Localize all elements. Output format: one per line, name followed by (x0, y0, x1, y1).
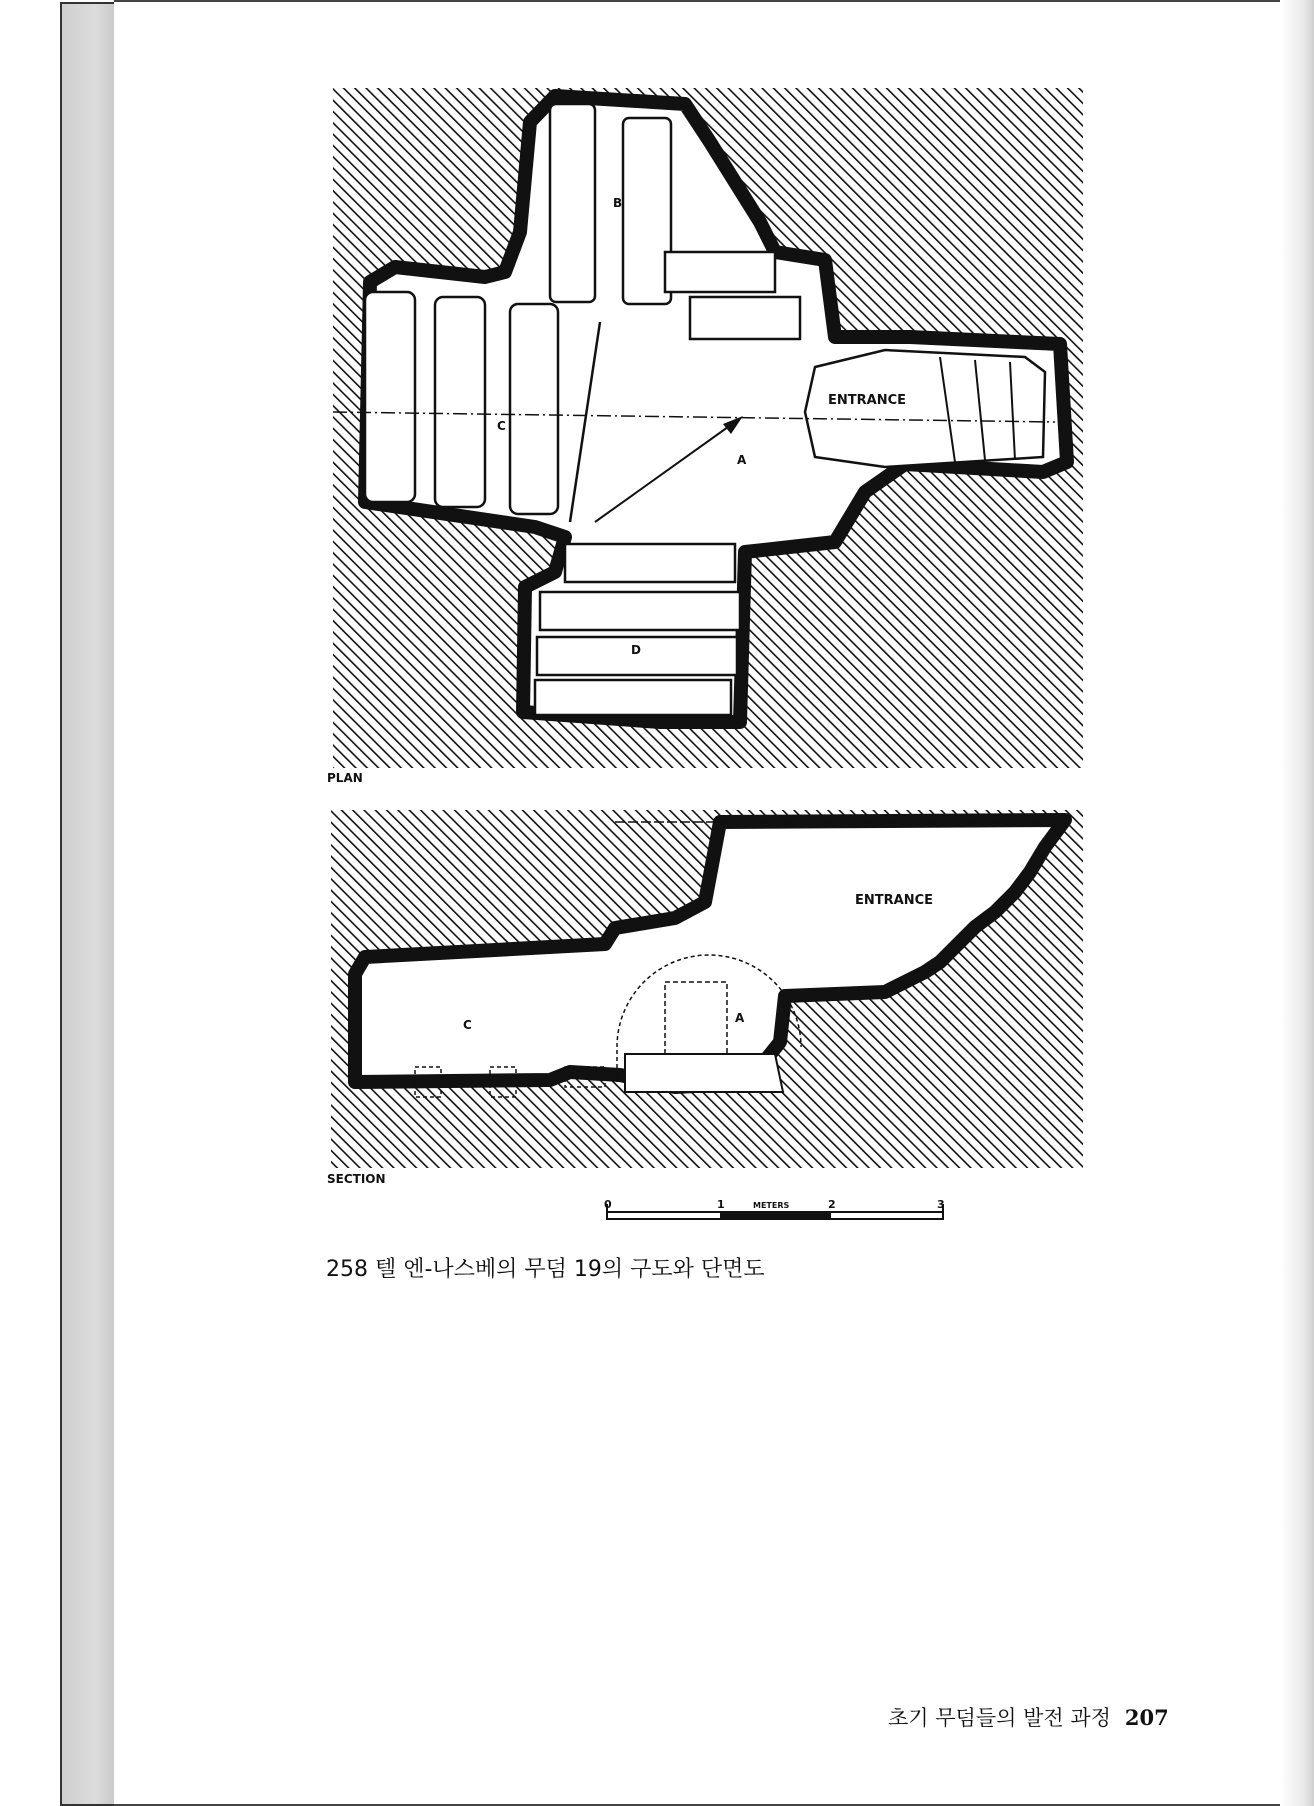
plan-slab (540, 592, 740, 630)
page-curl-shadow (1280, 0, 1314, 1806)
room-d-label: D (631, 643, 641, 657)
plan-slab (665, 252, 775, 292)
book-spine (60, 2, 120, 1806)
plan-slab (535, 680, 731, 715)
page-footer (888, 1702, 1169, 1732)
room-b-label: B (613, 196, 623, 210)
entrance-label: ENTRANCE (828, 393, 906, 408)
section-entrance-label: ENTRANCE (855, 893, 933, 908)
section-label: SECTION (327, 1172, 386, 1186)
figure-caption: 258 텔 엔-나스베의 무덤 19의 구도와 단면도 (326, 1257, 765, 1282)
scale-unit: METERS (753, 1201, 790, 1210)
scale-tick-3: 3 (937, 1198, 945, 1211)
section-room-c-label: C (463, 1018, 472, 1032)
plan-slab (565, 544, 735, 582)
scale-tick-2: 2 (828, 1198, 836, 1211)
plan-slab (365, 292, 415, 502)
tomb-figure (325, 82, 1090, 1227)
room-c-label: C (497, 419, 506, 433)
plan-slab (550, 104, 595, 302)
plan-entrance-step (805, 350, 1045, 467)
plan-label: PLAN (327, 771, 363, 785)
plan-slab (510, 304, 558, 514)
section-room-a-label: A (735, 1011, 745, 1025)
page-number: 207 (1124, 1705, 1169, 1730)
scale-tick-0: 0 (604, 1198, 612, 1211)
running-title: 초기 무덤들의 발전 과정 (888, 1706, 1111, 1730)
section-drawing (331, 810, 1083, 1168)
tomb-plan-section-drawing (325, 82, 1090, 1227)
plan-slab (690, 297, 800, 339)
scale-bar (604, 1198, 945, 1220)
room-a-label: A (737, 453, 747, 467)
plan-slab (435, 297, 485, 507)
scale-tick-1: 1 (717, 1198, 725, 1211)
plan-drawing (333, 88, 1083, 768)
